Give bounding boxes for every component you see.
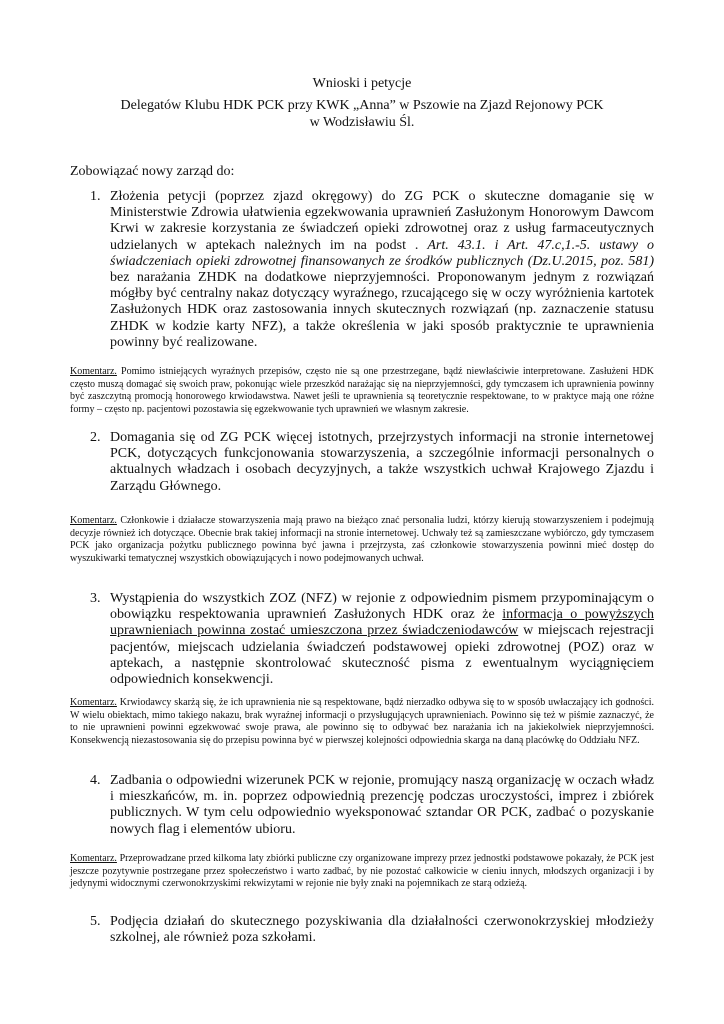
item-number: 3.	[90, 591, 101, 606]
comment-1	[70, 366, 654, 416]
comment-2	[70, 515, 654, 565]
list-item-3	[70, 591, 654, 688]
item-number: 2.	[90, 430, 101, 445]
list-item-5	[70, 914, 654, 946]
list-item-1	[70, 189, 654, 351]
document-subtitle-line1: Delegatów Klubu HDK PCK przy KWK „Anna” w Pszowie na Zjazd Rejonowy PCK	[120, 98, 604, 113]
comment-text: Krwiodawcy skarżą się, że ich uprawnienia nie są respektowane, bądź nierzadko odbywa się to w sposób uwłaczający ich godności. W wielu obiektach, mimo takiego nakazu, brak wyraźnej informacji o przysługujących uprawnieniach. Powinno się też w piśmie zaznaczyć, że to nie uprawnieni powinni egzekwować swoje prawa, ale powinno się to odbywać bez narażania ich na jakiekolwiek nieprzyjemności. Konsekwencją niezastosowania się do przepisu powinna być w pierwszej kolejności odpowiednia skarga na daną placówkę do Oddziału NFZ.	[70, 697, 654, 746]
item-body	[110, 591, 654, 688]
item-text-continued: w miejscach rejestracji pacjentów, miejscach udzielania świadczeń podstawowej opieki zdrowotnej (POZ) oraz w aptekach, a następnie skontrolować skuteczność pisma z ewentualnym wyciągnięciem odpowiednich konsekwencji.	[110, 623, 654, 688]
law-citation: Art. 43.1. i Art. 47.c,1.-5. ustawy o świadczeniach opieki zdrowotnej finansowanych ze środków publicznych (Dz.U.2015, poz. 581)	[110, 237, 654, 269]
item-text: Wystąpienia do wszystkich ZOZ (NFZ) w rejonie z odpowiednim pismem przypominającym o obowiązku respektowania uprawnień Zasłużonych HDK oraz że	[110, 591, 654, 623]
item-text: Podjęcia działań do skutecznego pozyskiwania dla działalności czerwonokrzyskiej młodzieży szkolnej, ale również poza szkołami.	[110, 914, 654, 946]
list-item-4	[70, 773, 654, 838]
item-text-continued: bez narażania ZHDK na dodatkowe nieprzyjemności. Proponowanym jednym z rozwiązań mógłby być centralny nakaz dotyczący wyraźnego, rzucającego się w oczy wyróżnienia kartotek Zasłużonych HDK oraz zastosowania innych skutecznych rozwiązań (np. zaznaczenie statusu ZHDK w kodzie karty NFZ), a także określenia w jaki sposób praktycznie te uprawnienia powinny być realizowane.	[110, 270, 654, 350]
comment-text: Członkowie i działacze stowarzyszenia mają prawo na bieżąco znać personalia ludzi, którzy kierują stowarzyszeniem i podejmują decyzje również ich dotyczące. Obecnie brak takiej informacji na stronie internetowej. Uchwały też są zamieszczane wybiórczo, gdy tymczasem PCK jako organizacja pożytku publicznego powinna być jawna i przejrzysta, zaś członkowie stowarzyszenia powinni mieć dostęp do wyszukiwarki tematycznej wszystkich obowiązujących i nowo podejmowanych uchwał.	[70, 515, 654, 564]
comment-text: Przeprowadzane przed kilkoma laty zbiórki publiczne czy organizowane imprezy przez jednostki podstawowe pokazały, że PCK jest jeszcze pozytywnie postrzegane przez społeczeństwo i warto zadbać, by nie pozostać całkowicie w cieniu innych, młodszych organizacji i by jedynymi widocznymi czerwonokrzyskimi rekwizytami w rejonie nie były znaki na pojemnikach ze starą odzieżą.	[70, 853, 654, 890]
comment-label: Komentarz.	[70, 366, 117, 377]
item-number: 1.	[90, 189, 101, 204]
comment-3	[70, 697, 654, 747]
item-number: 5.	[90, 914, 101, 929]
intro-text: Zobowiązać nowy zarząd do:	[70, 164, 235, 179]
item-body	[110, 189, 654, 351]
comment-4	[70, 853, 654, 891]
document-subtitle-line2: w Wodzisławiu Śl.	[309, 115, 415, 130]
document-title: Wnioski i petycje	[312, 76, 412, 91]
item-number: 4.	[90, 773, 101, 788]
item-text: Zadbania o odpowiedni wizerunek PCK w rejonie, promujący naszą organizację w oczach władz i mieszkańców, m. in. poprzez odpowiednią prezencję podczas uroczystości, imprez i zbiórek publicznych. W tym celu odpowiednio wyeksponować sztandar OR PCK, zadbać o pozyskanie nowych flag i elementów ubioru.	[110, 773, 654, 837]
comment-label: Komentarz.	[70, 853, 117, 864]
underlined-text: informacja o powyższych uprawnieniach powinna zostać umieszczona przez świadczeniodawców	[110, 607, 654, 639]
comment-label: Komentarz.	[70, 515, 117, 526]
list-item-2	[70, 430, 654, 495]
item-text: Domagania się od ZG PCK więcej istotnych, przejrzystych informacji na stronie internetowej PCK, dotyczących funkcjonowania stowarzyszenia, a szczególnie informacji personalnych o aktualnych władzach i osobach decyzyjnych, a także wszystkich uchwał Krajowego Zjazdu i Zarządu Głównego.	[110, 430, 654, 494]
comment-label: Komentarz.	[70, 697, 117, 708]
comment-text: Pomimo istniejących wyraźnych przepisów, często nie są one przestrzegane, bądź niewłaściwie interpretowane. Zasłużeni HDK często muszą domagać się swoich praw, pokonując wiele przeszkód narażając się na nieprzyjemności, gdy tymczasem ich uprawnienia powinny być zaszczytną promocją honorowego krwiodawstwa. Nawet jeśli te uprawnienia są teoretycznie respektowane, to w praktyce mają one różne formy – często np. pacjentowi pozostawia się egzekwowanie tych uprawnień we własnym zakresie.	[70, 366, 654, 415]
item-text: Złożenia petycji (poprzez zjazd okręgowy) do ZG PCK o skuteczne domaganie się w Ministerstwie Zdrowia ułatwienia egzekwowania uprawnień Zasłużonym Honorowym Dawcom Krwi w zakresie korzystania ze świadczeń opieki zdrowotnej oraz z usług farmaceutycznych udzielanych w aptekach należnych im na podst .	[110, 189, 654, 253]
